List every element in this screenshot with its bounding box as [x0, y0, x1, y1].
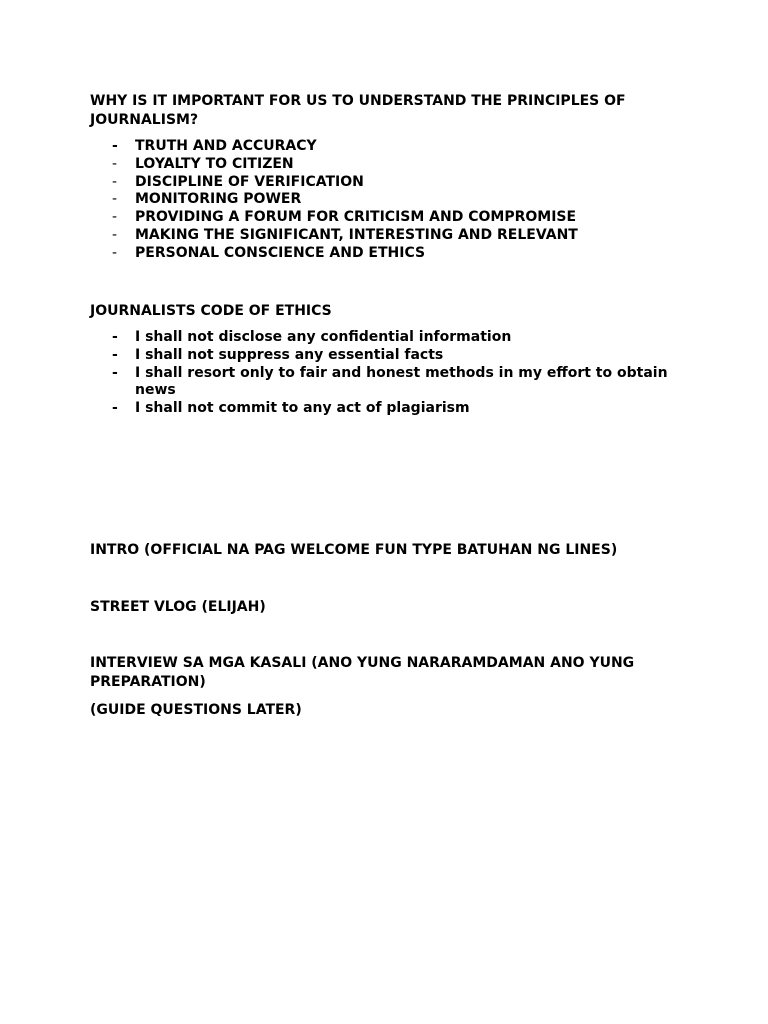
- list-item-text: MAKING THE SIGNIFICANT, INTERESTING AND RELEVANT: [135, 226, 578, 243]
- dash-marker: -: [112, 191, 118, 208]
- dash-marker: -: [112, 346, 118, 363]
- list-item-text: TRUTH AND ACCURACY: [135, 138, 317, 154]
- principles-heading: WHY IS IT IMPORTANT FOR US TO UNDERSTAND THE PRINCIPLES OF JOURNALISM?: [90, 93, 626, 128]
- principles-list-container: [90, 138, 690, 263]
- list-item: [90, 156, 690, 174]
- dash-marker: -: [112, 400, 118, 417]
- dash-marker: -: [112, 329, 118, 345]
- dash-marker: -: [112, 209, 118, 226]
- list-item: [90, 174, 690, 192]
- list-item-text: I shall not commit to any act of plagiarism: [135, 400, 470, 417]
- list-item: [90, 329, 690, 347]
- list-item-text: I shall not disclose any confidential information: [135, 329, 512, 345]
- street-vlog-text: STREET VLOG (ELIJAH): [90, 599, 266, 615]
- code-of-ethics-list: [90, 329, 690, 418]
- interview-line: [90, 654, 690, 692]
- dash-marker: -: [112, 155, 118, 172]
- list-item-text: PROVIDING A FORUM FOR CRITICISM AND COMPROMISE: [135, 209, 577, 226]
- code-of-ethics-list-container: [90, 329, 690, 418]
- guide-questions-line: [90, 701, 690, 720]
- principles-section: [90, 92, 690, 130]
- dash-marker: -: [112, 173, 118, 190]
- list-item: [90, 245, 690, 263]
- list-item-text: MONITORING POWER: [135, 191, 302, 208]
- list-item: [90, 347, 690, 365]
- guide-questions-text: (GUIDE QUESTIONS LATER): [90, 702, 302, 718]
- intro-line: [90, 541, 690, 560]
- list-item-text: DISCIPLINE OF VERIFICATION: [135, 173, 364, 190]
- intro-text: INTRO (OFFICIAL NA PAG WELCOME FUN TYPE BATUHAN NG LINES): [90, 542, 618, 558]
- list-item: [90, 191, 690, 209]
- list-item: [90, 365, 690, 401]
- principles-list: [90, 138, 690, 263]
- list-item: [90, 227, 690, 245]
- dash-marker: -: [112, 244, 118, 261]
- list-item-text: LOYALTY TO CITIZEN: [135, 155, 294, 172]
- code-of-ethics-section: [90, 302, 690, 321]
- interview-text: INTERVIEW SA MGA KASALI (ANO YUNG NARARAMDAMAN ANO YUNG PREPARATION): [90, 655, 635, 690]
- street-vlog-line: [90, 598, 690, 617]
- dash-marker: -: [112, 364, 118, 381]
- list-item-text: PERSONAL CONSCIENCE AND ETHICS: [135, 244, 426, 261]
- dash-marker: -: [112, 226, 118, 243]
- dash-marker: -: [112, 138, 118, 154]
- list-item-text: I shall not suppress any essential facts: [135, 346, 444, 363]
- list-item-text: I shall resort only to fair and honest methods in my effort to obtain news: [135, 364, 668, 399]
- list-item: [90, 209, 690, 227]
- list-item: [90, 400, 690, 418]
- code-of-ethics-heading: JOURNALISTS CODE OF ETHICS: [90, 303, 332, 319]
- list-item: [90, 138, 690, 156]
